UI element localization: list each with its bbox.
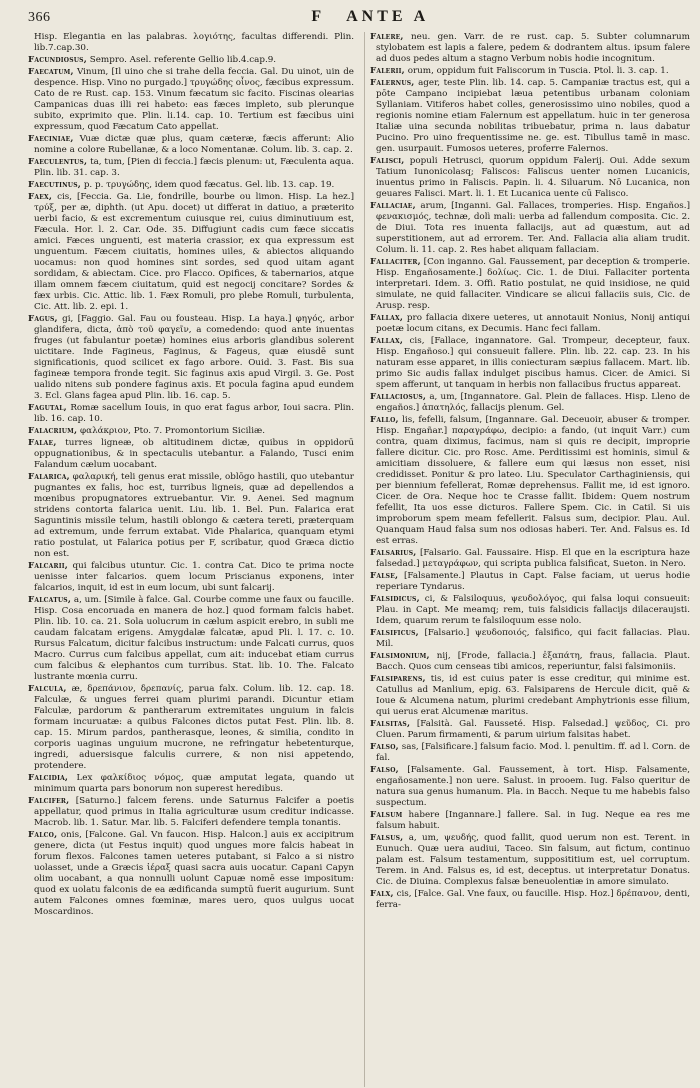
dictionary-entry xyxy=(28,157,354,179)
entry-text: a, um. [Simile à falce. Gal. Courbe comme une faux ou faucille. Hisp. Cosa encoruada en manera de hoz.] quod formam falcis habet. Plin. lib. 10. ca. 21. Sola uolucrum in cælum aspicit erebro, in subli me caudam falcatam erigens. Amygdalæ falcatæ, apud Pli. l. 17. c. 10. Rursus Falcatum, dicitur falcibus instructum: unde Falcati currus, quos Macro. Currus cum falcibus appellat, cum ait: inducebat etiam currus cum falcibus & elephantos cum turribus. Stat. lib. 10. The. Falcato lustrante mœnia curru. xyxy=(34,595,354,682)
dictionary-entry xyxy=(370,257,690,312)
entry-headword: Falacrium, xyxy=(28,426,78,436)
entry-headword: Falcidia, xyxy=(28,773,69,783)
entry-text: ci, & Falsiloquus, ψευδολόγος, qui falsa loqui consueuit: Plau. in Capt. Me meamq; rem, tuis falsidicis fallacijs dilaceraujsti. Idem, quarum rerum te falsiloquum esse nolo. xyxy=(376,594,690,626)
entry-headword: Falcarii, xyxy=(28,561,68,571)
entry-headword: Falcifer, xyxy=(28,796,70,806)
entry-text: Sempro. Asel. referente Gellio lib.4.cap.9. xyxy=(89,55,277,65)
dictionary-entry xyxy=(370,810,690,832)
entry-text: ager, teste Plin. lib. 14. cap. 5. Campaniæ tractus est, qui a pōte Campano incipiebat læua petentibus urbanam coloniam Syllaniam. Vitiferos habet colles, generosissimo uino nobiles, quod a regionis nomine etiam Falernum est appellatum. huic in ter generosa Italiæ uina secunda nobilitas tribuebatur, prima n. laus dabatur Pucino. Pro uino frequentissime ne. ge. est. Tibullus tamē in masc. gen. usurpauit. Fumosos ueteres, proferre Falernos. xyxy=(376,78,690,154)
entry-text: qui falcibus utuntur. Cic. 1. contra Cat. Dico te prima nocte uenisse inter falcarios. quem locum Priscianus exponens, inter falcarios, inquit, id est in eum locum, ubi sunt falcarij. xyxy=(34,561,354,593)
dictionary-entry xyxy=(370,833,690,888)
entry-text: lis, fefelli, falsum, [Ingannare. Gal. Deceuoir, abuser & tromper. Hisp. Engañar.] παραγράφω, decipio: a fando, (ut inquit Varr.) cum contra, quam diximus, facimus, nam si quis re decipit, improprie fallere dicitur. Cic. pro Rosc. Ame. Perditissimi est hominis, simul & amicitiam dissoluere, & fallere eum qui læsus non esset, nisi credidisset. Ponitur & pro lateo. Liu. Speculator Carthaginiensis, qui per biennium fefellerat, Romæ deprehensus. Fallit me, id est ignoro. Cicer. de Ora. Neque hoc te Crasse fallit. Ibidem: Quem nostrum fefellit, Ita uos esse dicturos. Fallere Spem. Cic. in Catil. Si uis improborum spem meam fefellerit. Falsus sum, decipior. Plau. Aul. Quanquam Haud falsa sum nos odiosas haberi. Ter. And. Falsus es. Id est erras. xyxy=(376,415,690,546)
entry-text: Hisp. Elegantia en las palabras. λογιότης, facultas differendi. Plin. lib.7.cap.30. xyxy=(34,32,354,53)
entry-headword: Fallaciae, xyxy=(370,201,416,211)
entry-text: [Falsario.] ψευδοποιός, falsifico, qui facit fallacias. Plau. Mil. xyxy=(376,628,690,649)
entry-headword: Faex, xyxy=(28,192,53,202)
entry-headword: Fallaciosus, xyxy=(370,392,427,402)
entry-text: populi Hetrusci, quorum oppidum Falerij. Oui. Adde sexum Tatium Iunonicolasq; Faliscos: Faliscus uenter nomen Lucanicis, inuentus primo in Faliscis. Papin. li. 4. Siluarum. Nō Lucanica, non geuares Falisci. Mart. li. 1. Et Lucanica uente cū Falisco. xyxy=(376,156,690,199)
dictionary-entry xyxy=(370,78,690,155)
entry-headword: Falere, xyxy=(370,32,404,42)
entry-text: Romæ sacellum Iouis, in quo erat fagus arbor, Ioui sacra. Plin. lib. 16. cap. 10. xyxy=(34,403,354,424)
dictionary-entry xyxy=(28,773,354,795)
entry-headword: Falsiparens, xyxy=(370,674,426,684)
dictionary-entry xyxy=(28,595,354,683)
dictionary-entry xyxy=(28,192,354,313)
entry-text: cis, [Fallace, ingannatore. Gal. Trompeur, decepteur, faux. Hisp. Engañoso.] qui consueuit fallere. Plin. lib. 22. cap. 23. In his naturam esse apparet, in illis coniecturam sæpius fallacem. Mart. lib. primo Sic audis fallax indulget piscibus hamus. Cicer. de Amici. Si spem afferunt, ut tanquam in herbis non fallacibus fructus appareat. xyxy=(376,336,690,390)
entry-headword: Facundiosus, xyxy=(28,55,87,65)
text-columns xyxy=(28,32,690,1087)
entry-text: nij, [Frode, fallacia.] ἐξαπάτη, fraus, fallacia. Plaut. Bacch. Quos cum censeas tibi amicos, reperiuntur, falsi falsimoniis. xyxy=(376,651,690,672)
dictionary-entry xyxy=(370,765,690,809)
left-column xyxy=(28,32,354,1087)
entry-headword: Falarica, xyxy=(28,472,70,482)
running-word: ANTE A xyxy=(346,8,430,25)
entry-headword: Fagus, xyxy=(28,314,58,324)
entry-headword: Fagutal, xyxy=(28,403,67,413)
entry-headword: Falernus, xyxy=(370,78,415,88)
entry-headword: Faecatum, xyxy=(28,67,74,77)
entry-headword: False, xyxy=(370,571,399,581)
entry-text: onis, [Falcone. Gal. Vn faucon. Hisp. Halcon.] auis ex accipitrum genere, dicta (ut Festus inquit) quod ungues more falcis habeat in forum flexos. Falcones tamen ueteres putabant, si Falco a si nistro uolasset, unde a Græcis ἱέραξ quasi sacra auis uocatur. Capani Capyn olim uocabant, a qua nonnulli uolunt Capuæ nomē esse impositum: quod ex uolatu falconis de ea ædificanda sumptū fuerit augurium. Sunt autem Falcones omnes fœminæ, mares uero, quos uulgus uocat Moscardinos. xyxy=(34,830,354,917)
entry-text: [Con inganno. Gal. Faussement, par deception & tromperie. Hisp. Engañosamente.] δολίως. Cic. 1. de Diui. Fallaciter portenta interpretari. Idem. 3. Offi. Ratio postulat, ne quid insidiose, ne quid simulate, ne quid fallaciter. Vindicare se alicui fallaciis suis, Cic. de Arusp. resp. xyxy=(376,257,690,311)
dictionary-entry xyxy=(28,403,354,425)
entry-headword: Fallo, xyxy=(370,415,399,425)
entry-text: [Falsità. Gal. Fausseté. Hisp. Falsedad.] ψεῦδος, Ci. pro Cluen. Parum firmamenti, & parum uirium falsitas habet. xyxy=(376,719,690,740)
dictionary-entry xyxy=(370,548,690,570)
entry-text: Vinum, [Il uino che si trahe della feccia. Gal. Du uinot, uin de despence. Hisp. Vino no purgado.] τρυγώδης οἶνος, fæcibus expressum. Cato de re Rust. cap. 153. Vinum fæcatum sic facito. Fiscinas olearias Campanicas duas illi rei habeto: eas fæces impleto, sub plerunque subito, exprimito que. Plin. li.14. cap. 10. Tertium est fæcibus uini expressum, quod Fæcatum Cato appellat. xyxy=(34,67,354,132)
dictionary-entry xyxy=(28,314,354,402)
dictionary-entry xyxy=(28,32,354,54)
entry-headword: Falx, xyxy=(370,889,394,899)
entry-text: sas, [Falsificare.] falsum facio. Mod. l. penultim. ff. ad l. Corn. de fal. xyxy=(376,742,690,763)
entry-headword: Fallax, xyxy=(370,313,404,323)
dictionary-entry xyxy=(370,32,690,65)
dictionary-entry xyxy=(370,313,690,335)
entry-headword: Falsimonium, xyxy=(370,651,430,661)
dictionary-entry xyxy=(370,628,690,650)
entry-headword: Falsificus, xyxy=(370,628,419,638)
entry-text: ta, tum, [Pien di feccia.] fæcis plenum: ut, Fæculenta aqua. Plin. lib. 31. cap. 3. xyxy=(34,157,354,178)
dictionary-entry xyxy=(28,67,354,133)
entry-text: turres ligneæ, ob altitudinem dictæ, quibus in oppidorū oppugnationibus, & in spectaculis utebantur. a Falando, Tusci enim Falandum cælum uocabant. xyxy=(34,438,354,470)
entry-text: [Saturno.] falcem ferens. unde Saturnus Falcifer a poetis appellatur, quod primus in Italia agriculturæ usum creditur indicasse. Macrob. lib. 1. Satur. Mar. lib. 5. Falciferi defendere templa tonantis. xyxy=(34,796,354,828)
dictionary-entry xyxy=(28,180,354,191)
entry-headword: Falsarius, xyxy=(370,548,417,558)
dictionary-entry xyxy=(370,156,690,200)
dictionary-entry xyxy=(370,674,690,718)
entry-text: φαλαρική, teli genus erat missile, oblōgo hastili, quo utebantur pugnantes ex falis, hoc est, turribus ligneis, quæ ad depellendos a mœnibus propugnatores extruebantur. Vir. 9. Aenei. Sed magnum stridens contorta falarica uenit. Liu. lib. 1. Bel. Pun. Falarica erat Saguntinis missile telum, hastili oblongo & cætera tereti, præterquam ad extremum, unde ferrum extabat. Vide Phalarica, quanquam etymi ratio postulat, ut Falarica potius per F, scribatur, quod Græca dictio non est. xyxy=(34,472,354,559)
entry-headword: Falsitas, xyxy=(370,719,411,729)
dictionary-entry xyxy=(28,55,354,66)
entry-text: habere [Ingannare.] fallere. Sal. in Iug. Neque ea res me falsum habuit. xyxy=(376,810,690,831)
entry-text: orum, oppidum fuit Faliscorum in Tuscia. Ptol. li. 3. cap. 1. xyxy=(407,66,669,76)
dictionary-entry xyxy=(28,134,354,156)
running-header xyxy=(28,8,690,30)
dictionary-entry xyxy=(370,201,690,256)
entry-headword: Falso, xyxy=(370,765,399,775)
page-number: 366 xyxy=(28,10,51,25)
entry-text: [Falsario. Gal. Faussaire. Hisp. El que en la escriptura haze falsedad.] μεταγράφων, qui scripta publica falsificat, Sueton. in Nero. xyxy=(376,548,690,569)
entry-text: neu. gen. Varr. de re rust. cap. 5. Subter columnarum stylobatem est lapis a falere, pedem & dodrantem altus. ipsum falere ad duos pedes altum a stagno Verbum nobis hodie incognitum. xyxy=(376,32,690,64)
entry-text: a, um, [Ingannatore. Gal. Plein de fallaces. Hisp. Lleno de engaños.] ἀπατηλός, fallacijs plenum. Gel. xyxy=(376,392,690,413)
entry-text: cis, [Falce. Gal. Vne faux, ou faucille. Hisp. Hoz.] δρέπανον, denti, ferra- xyxy=(376,889,690,910)
entry-headword: Faeculentus, xyxy=(28,157,88,167)
dictionary-entry xyxy=(370,392,690,414)
entry-text: cis, [Feccia. Ga. Lie, fondrille, bourbe ou limon. Hisp. La hez.] τρύξ, per æ, diphth. (ut Apu. docet) ut differat in datiuo, a præterito uerbi facio, & est excrementum cuiusque rei, cuius diminutiuum est, Fæcula. Hor. l. 2. Car. Ode. 35. Diffugiunt cadis cum fæce siccatis amici. Fæces unguenti, est materia crassior, ex qua expressum est unguentum. Fæcem ciuitatis, homines uiles, & abiectos aliquando uocamus: non quod homines sint sordes, sed quod uitam agant sordidam, & abiectam. Cice. pro Flacco. Opifices, & tabernarios, atque illam omnem fæcem ciuitatum, quid est negocij concitare? Sordes & fæx urbis. Cic. Attic. lib. 1. Fæx Romuli, pro plebe Romuli, turbulenta, Cic. Att. lib. 2. epi. 1. xyxy=(34,192,354,312)
entry-headword: Falsum xyxy=(370,810,403,820)
dictionary-entry xyxy=(28,438,354,471)
entry-headword: Falerii, xyxy=(370,66,405,76)
entry-headword: Faecutinus, xyxy=(28,180,82,190)
entry-text: [Falsamente. Gal. Faussement, à tort. Hisp. Falsamente, engañosamente.] non uere. Salust. in prooem. Iug. Falso queritur de natura sua genus humanum. Pla. in Bacch. Neque tu me habebis falso suspectum. xyxy=(376,765,690,808)
dictionary-entry xyxy=(370,594,690,627)
dictionary-entry xyxy=(28,561,354,594)
dictionary-entry xyxy=(28,426,354,437)
entry-headword: Falisci, xyxy=(370,156,405,166)
dictionary-entry xyxy=(370,415,690,547)
entry-headword: Falcula, xyxy=(28,684,67,694)
entry-headword: Fallaciter, xyxy=(370,257,421,267)
entry-headword: Fallax, xyxy=(370,336,404,346)
entry-headword: Falcatus, xyxy=(28,595,72,605)
dictionary-entry xyxy=(28,472,354,560)
entry-text: tis, id est cuius pater is esse creditur, qui minime est. Catullus ad Manlium, epig. 63. Falsiparens de Hercule dicit, quē & Ioue & Alcumena natum, plurimi credebant Amphytrionis esse filium, qui uerus erat Alcumenæ maritus. xyxy=(376,674,690,717)
right-column xyxy=(364,32,690,1087)
running-letter: F xyxy=(311,8,325,25)
dictionary-entry xyxy=(370,742,690,764)
entry-text: [Falsamente.] Plautus in Capt. False faciam, ut uerus hodie reperiare Tyndarus. xyxy=(376,571,690,592)
dictionary-entry xyxy=(370,336,690,391)
entry-text: æ, δρεπάνιον, δρεπανίς, parua falx. Colum. lib. 12. cap. 18. Falculæ, & ungues ferrei quam plurimi parandi. Dicuntur etiam Falculæ, pardorum & pantherarum extremitates unguium in falcis formam incuruatæ: a quibus Falcones dictos putat Fest. Plin. lib. 8. cap. 15. Mirum pardos, pantherasque, leones, & similia, condito in corporis uaginas unguium mucrone, ne refringatur hebetenturque, ingredi, aduersisque falculis currere, & non nisi appetendo, protendere. xyxy=(34,684,354,771)
entry-headword: Falco, xyxy=(28,830,58,840)
dictionary-entry xyxy=(370,651,690,673)
entry-headword: Falsus, xyxy=(370,833,404,843)
entry-text: arum, [Inganni. Gal. Fallaces, tromperies. Hisp. Engaños.] φενακισμός, technæ, dolì mali: uerba ad fallendum composita. Cic. 2. de Diui. Tota res inuenta fallacijs, aut ad quæstum, aut ad superstitionem, aut ad errorem. Ter. And. Fallacia alia aliam trudit. Colum. li. 11. cap. 2. Res habet aliquam fallaciam. xyxy=(376,201,690,255)
entry-text: Lex φαλκίδιος νόμος, quæ amputat legata, quando ut minimum quarta pars bonorum non superest heredibus. xyxy=(34,773,354,794)
dictionary-entry xyxy=(370,66,690,77)
entry-headword: Falae, xyxy=(28,438,57,448)
dictionary-entry xyxy=(28,796,354,829)
dictionary-entry xyxy=(28,684,354,772)
dictionary-entry xyxy=(370,719,690,741)
dictionary-entry xyxy=(370,571,690,593)
dictionary-entry xyxy=(28,830,354,918)
entry-text: gi, [Faggio. Gal. Fau ou fousteau. Hisp. La haya.] φηγός, arbor glandifera, dicta, ἀπὸ τοῦ φαγεῖν, a comedendo: quod ante inuentas fruges (ut fabulantur poetæ) homines eius arboris glandibus solerent uictitare. Inde Fagineus, Faginus, & Fageus, quæ eiusdē sunt significationis, quod scilicet ex fago arbore. Ouid. 3. Fast. Bis sua fagineæ tempora fronde tegit. Sic faginus axis apud Virgil. 3. Ge. Post ualido nitens sub pondere faginus axis. Et pocula fagina apud eundem 3. Ecl. Glans fagea apud Plin. lib. 16. cap. 5. xyxy=(34,314,354,401)
entry-headword: Falsidicus, xyxy=(370,594,420,604)
entry-text: pro fallacia dixere ueteres, ut annotauit Nonius, Nonij antiqui poetæ locum citans, ex Decumis. Hanc feci fallam. xyxy=(376,313,690,334)
entry-text: Vuæ dictæ quæ plus, quam cæteræ, fæcis afferunt: Alio nomine a colore Rubellanæ, & a loco Nomentanæ. Colum. lib. 3. cap. 2. xyxy=(34,134,354,155)
entry-headword: Falso, xyxy=(370,742,399,752)
entry-text: p. p. τρυγώδης, idem quod fæcatus. Gel. lib. 13. cap. 19. xyxy=(83,180,335,190)
entry-headword: Faeciniae, xyxy=(28,134,74,144)
entry-text: a, um, ψευδής, quod fallit, quod uerum non est. Terent. in Eunuch. Quæ uera audiui, Taceo. Sin falsum, aut fictum, continuo palam est. Falsum testamentum, supposititium est, uel corruptum. Terem. in And. Falsus es, id est, deceptus. ut interpretatur Donatus. Cic. de Diuina. Complexus falsæ beneuolentiæ in amore simulato. xyxy=(376,833,690,887)
entry-text: φαλάκριον, Pto. 7. Promontorium Siciliæ. xyxy=(80,426,266,436)
dictionary-entry xyxy=(370,889,690,911)
